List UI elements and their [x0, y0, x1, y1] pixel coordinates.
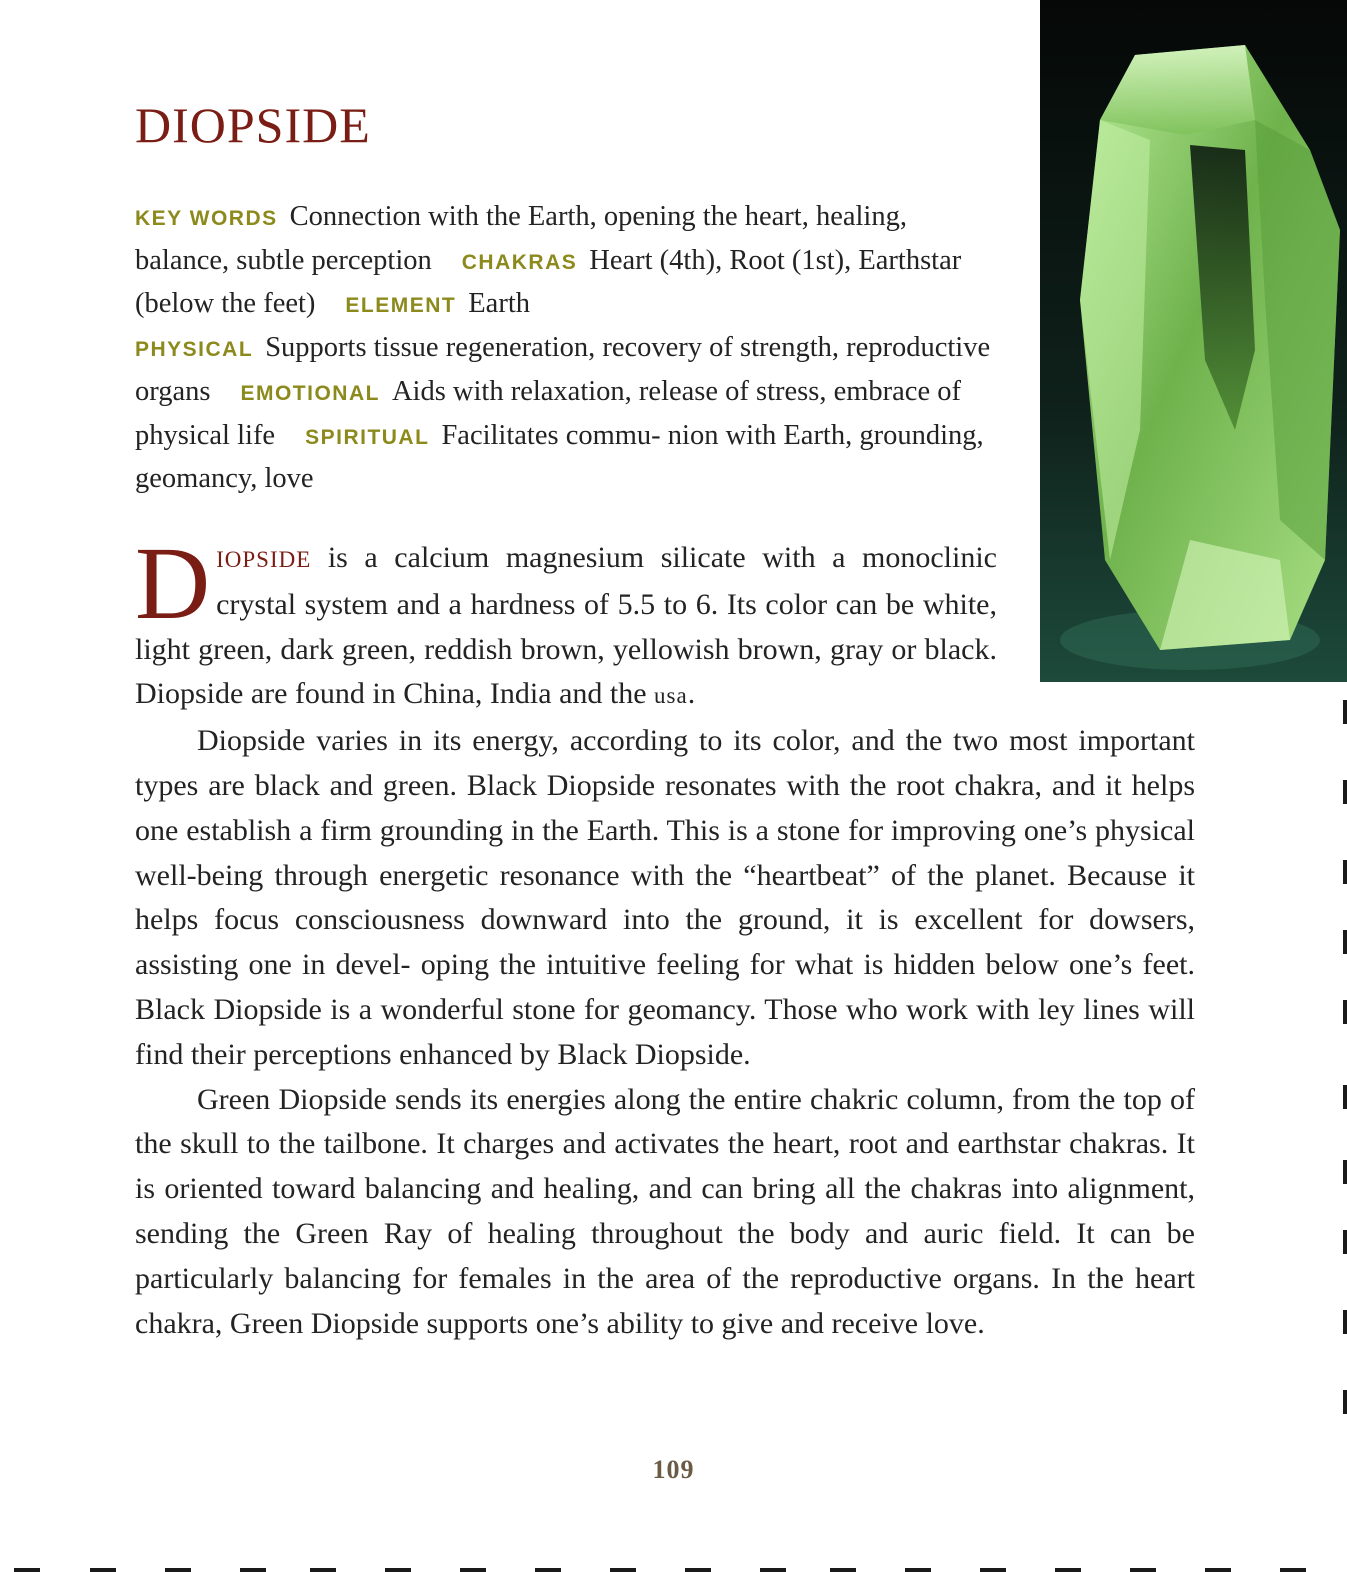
emotional-label: EMOTIONAL	[240, 381, 380, 405]
drop-cap: D	[135, 526, 211, 641]
paragraph-black-diopside: Diopside varies in its energy, according to its color, and the two most important types are black and green. Black Diopside resonates with the root chakra, and it helps one establish a firm grounding in the Earth. This is a stone for improving one’s physical well-being through energetic resonance with the “heartbeat” of the planet. Because it helps focus consciousness downward into the ground, it is excellent for dowsers, assisting one in devel- oping the intuitive feeling for what is hidden below one’s feet. Black Diopside is a wonderful stone for geomancy. Those who work with ley lines will find their perceptions enhanced by Black Diopside.	[135, 724, 1195, 1071]
physical-label: PHYSICAL	[135, 338, 254, 362]
paragraph-intro	[135, 526, 997, 719]
usa-smallcaps: usa	[654, 683, 688, 709]
chakras-value: Heart (4th), Root (1st), Earthstar (below the feet)	[135, 244, 962, 320]
paragraph-green-diopside: Green Diopside sends its energies along the entire chakric column, from the top of the skull to the tailbone. It charges and activates the heart, root and earthstar chakras. It is oriented toward balancing and healing, and can bring all the chakras into alignment, sending the Green Ray of healing throughout the body and auric field. It can be particularly balancing for females in the area of the reproductive organs. In the heart chakra, Green Diopside supports one’s ability to give and receive love.	[135, 1082, 1195, 1340]
spiritual-value: Facilitates commu- nion with Earth, grounding, geomancy, love	[135, 419, 984, 495]
article-body	[135, 526, 1195, 1346]
physical-value: Supports tissue regeneration, recovery of strength, reproductive organs	[135, 332, 991, 407]
keywords-label: KEY WORDS	[135, 207, 278, 230]
properties-block	[135, 196, 995, 500]
emotional-value: Aids with relaxation, release of stress, embrace of physical life	[135, 375, 961, 451]
paragraph-intro-text: is a calcium magnesium silicate with a monoclinic crystal system and a hardness of 5.5 to 6. Its color can be white, light green, dark green, reddish brown, yellowish brown, gray or black. Diopside are found in China, India and the	[135, 541, 997, 711]
page-title: DIOPSIDE	[135, 97, 371, 153]
paragraph-intro-end: .	[687, 677, 696, 711]
spiritual-label: SPIRITUAL	[305, 425, 430, 449]
keywords-value: Connection with the Earth, opening the heart, healing, balance, subtle perception	[135, 201, 907, 276]
element-value: Earth	[468, 288, 530, 320]
lead-smallcaps: IOPSIDE	[216, 547, 312, 572]
right-edge-marks	[1335, 700, 1347, 1500]
bottom-edge-marks	[0, 1562, 1347, 1572]
page-number: 109	[652, 1455, 695, 1484]
chakras-label: CHAKRAS	[461, 250, 578, 274]
element-label: ELEMENT	[345, 294, 457, 318]
